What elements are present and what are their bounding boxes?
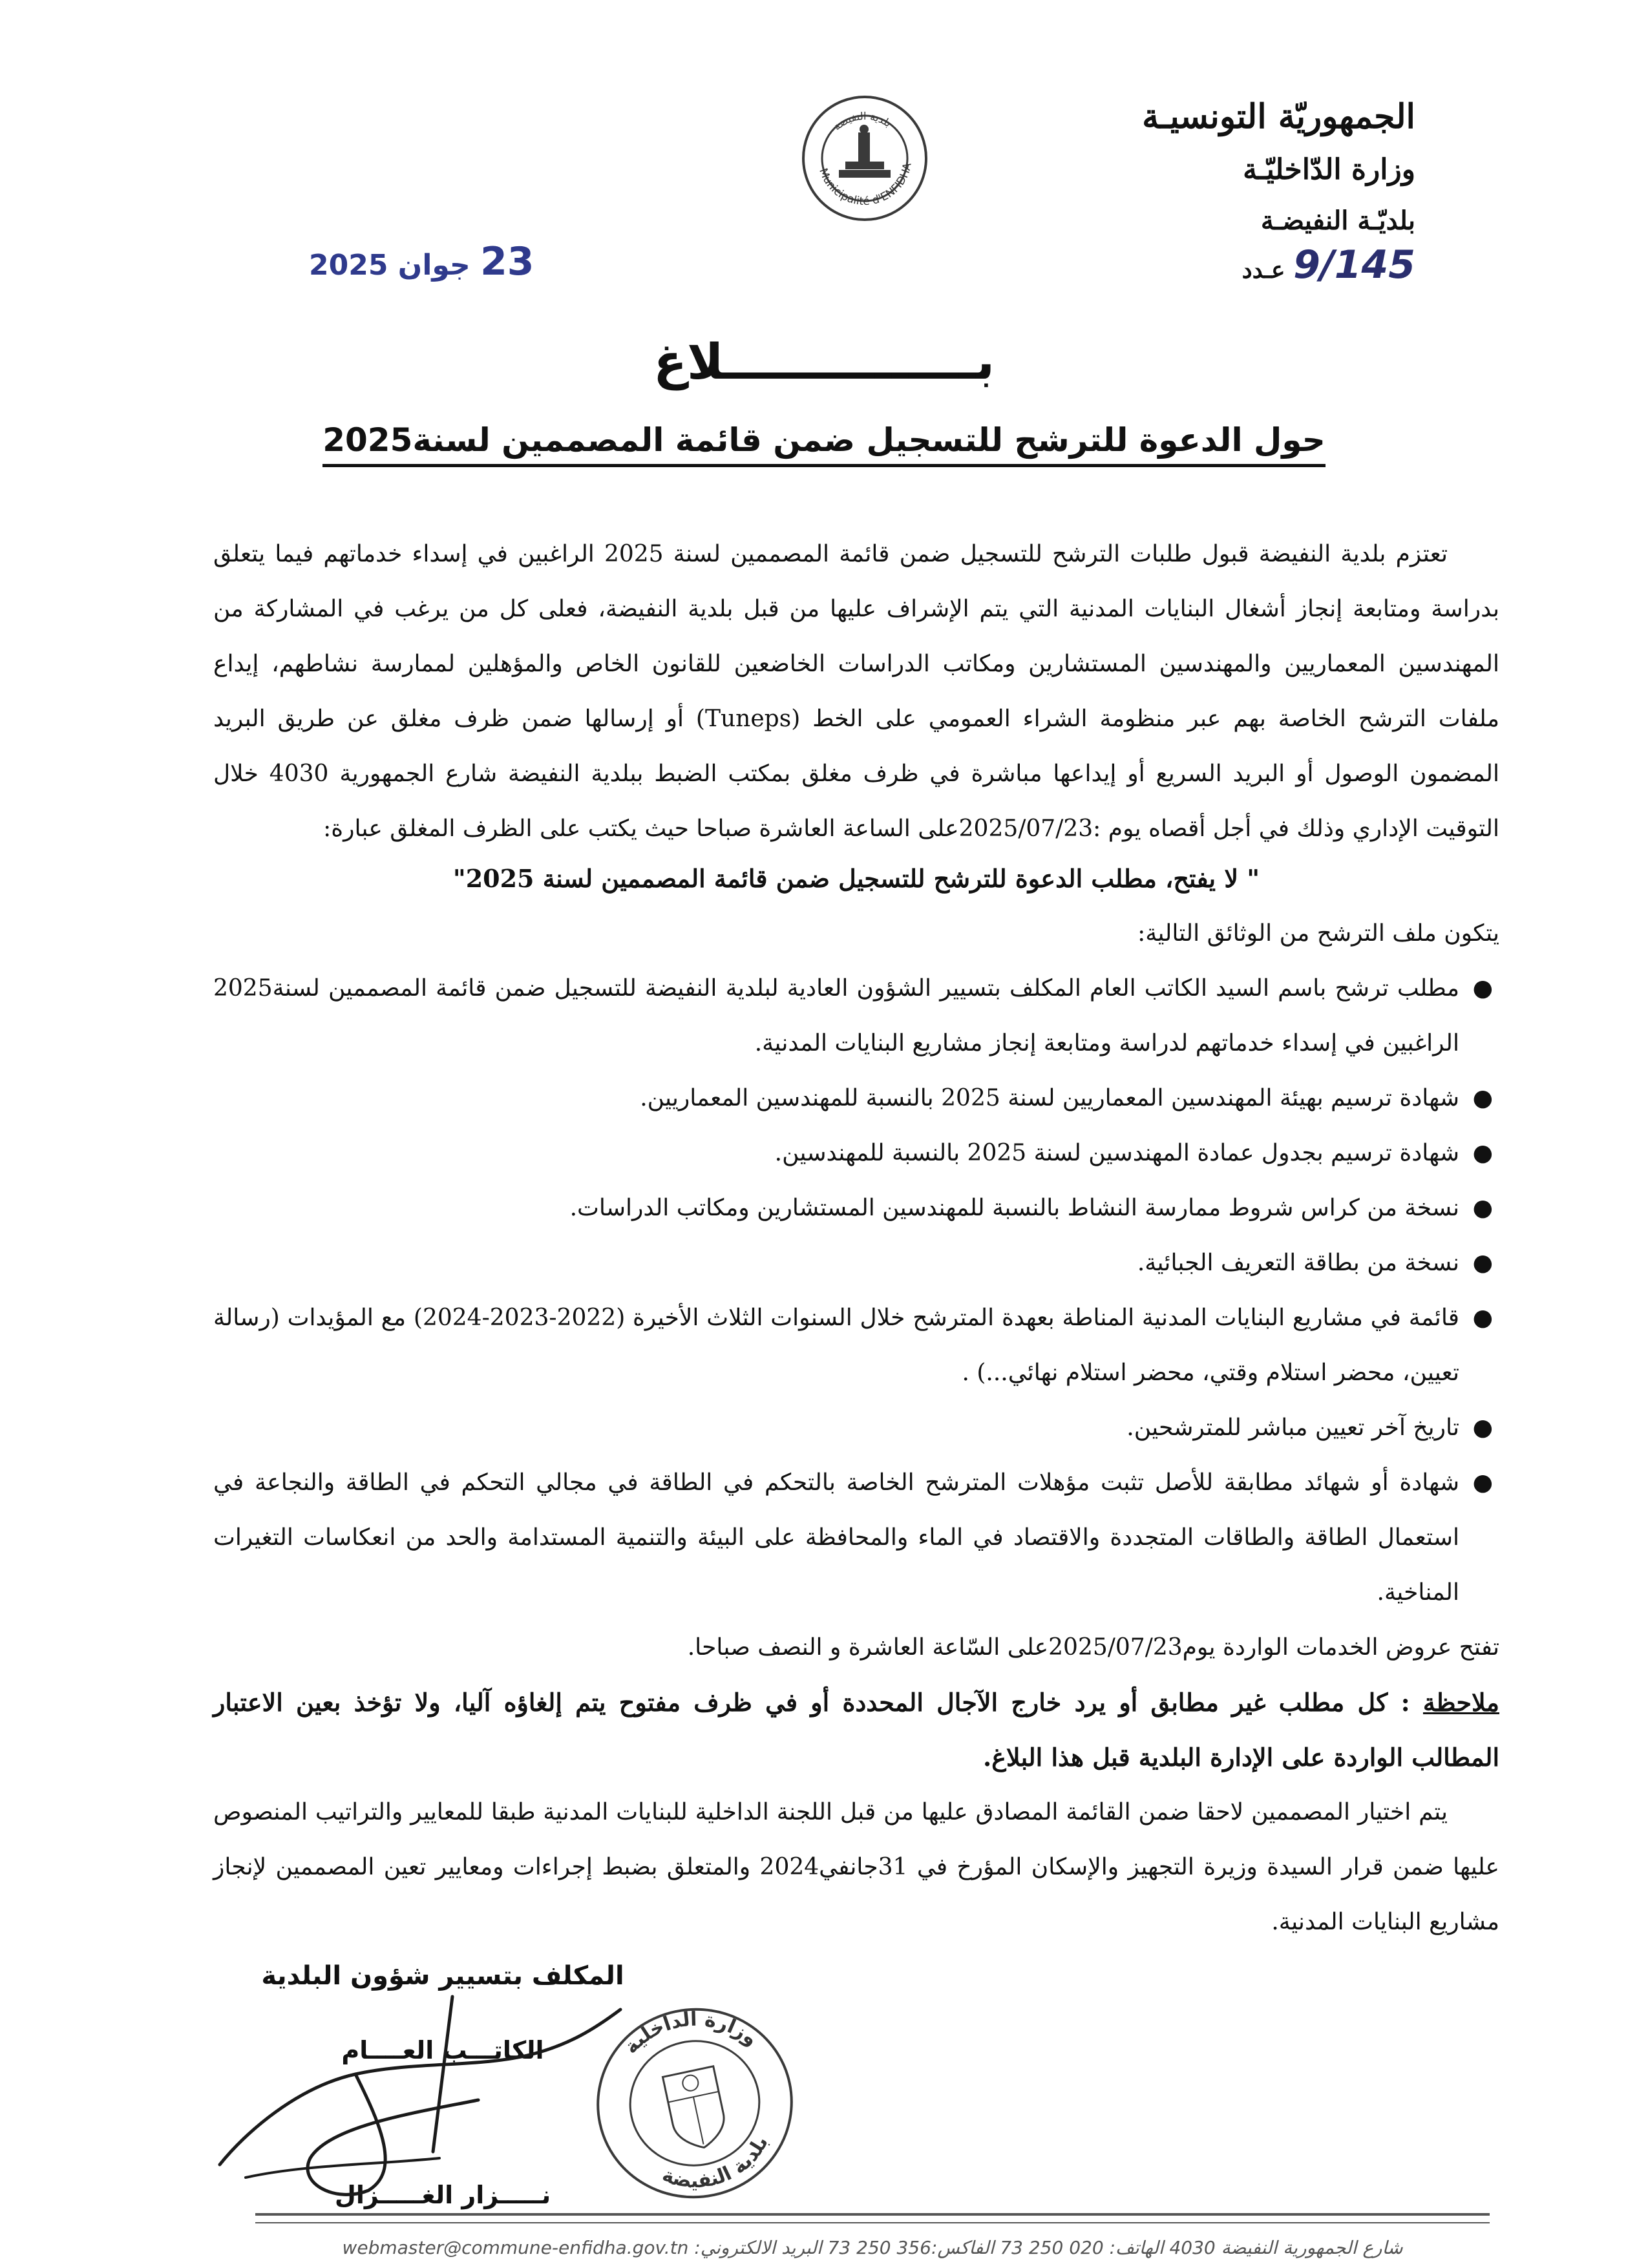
opening-paragraph: تفتح عروض الخدمات الواردة يوم2025/07/23على السّاعة العاشرة و النصف صباحا. [687,1634,1499,1661]
document-title: بـــــــــــــــلاغ [653,333,995,390]
letterhead [1028,97,1415,288]
svg-text:بلدية النفيضة [653,2129,780,2201]
bullet-icon: ● [1472,1085,1493,1111]
handwritten-signature [207,1971,646,2216]
municipality-name: بلديّـة النفيضـة [1260,205,1415,236]
bullet-icon: ● [1472,1250,1493,1276]
document-body [213,527,1499,1949]
footer-contact: شارع الجمهورية النفيضة 4030 الهاتف: 020 250 73 الفاكس:356 250 73 البريد الالكتروني: webmaster@commune-enfidha.gov.tn [342,2237,1403,2258]
selection-paragraph: يتم اختيار المصممين لاحقا ضمن القائمة المصادق عليها من قبل اللجنة الداخلية للبنايات المدنية طبقا للمعايير والتراتيب المنصوص عليها ضمن قرار السيدة وزيرة التجهيز والإسكان المؤرخ في 31جانفي2024 والمتعلق بضبط إجراءات ومعايير تعين المصممين لإنجاز مشاريع البنايات المدنية. [213,1799,1499,1935]
signatory-name: نـــــزار الغـــــزال [334,2181,551,2209]
list-item [213,1235,1499,1290]
footer-divider [255,2213,1490,2223]
list-item-text: مطلب ترشح باسم السيد الكاتب العام المكلف بتسيير الشؤون العادية لبلدية النفيضة للتسجيل ضمن قائمة المصممين لسنة2025 الراغبين في إسداء خدماتهم لدراسة ومتابعة إنجاز مشاريع البنايات المدنية. [213,975,1459,1056]
list-item-text: نسخة من كراس شروط ممارسة النشاط بالنسبة للمهندسين المستشارين ومكاتب الدراسات. [569,1195,1459,1221]
republic-name: الجمهوريّة التونسيـة [1142,97,1415,136]
signatory-title: الكاتـــب العــــام [341,2036,544,2064]
date-stamp [309,239,534,284]
note-paragraph [213,1675,1499,1785]
list-item-text: قائمة في مشاريع البنايات المدنية المناطة بعهدة المترشح خلال السنوات الثلاث الأخيرة (2022-2023-2024) مع المؤيدات (رسالة تعيين، محضر استلام وقتي، محضر استلام نهائي...) . [213,1305,1460,1386]
note-label: ملاحظة [1422,1688,1499,1717]
document-subtitle-text: حول الدعوة للترشح للتسجيل ضمن قائمة المصممين لسنة2025 [322,421,1326,467]
list-item [213,1181,1499,1235]
seal-bottom-top-text: وزارة الداخلية [620,2008,763,2059]
bullet-icon: ● [1472,1305,1493,1331]
ministry-name: وزارة الدّاخليّـة [1243,153,1415,186]
bullet-icon: ● [1472,1469,1493,1496]
document-subtitle [0,421,1648,459]
reference-number-label: عـدد [1241,257,1285,284]
list-item [213,1400,1499,1455]
list-item-text: شهادة ترسيم بهيئة المهندسين المعماريين لسنة 2025 بالنسبة للمهندسين المعماريين. [640,1085,1459,1111]
list-item [213,1290,1499,1400]
bullet-icon: ● [1472,1414,1493,1441]
list-item [213,1455,1499,1620]
list-item-text: تاريخ آخر تعيين مباشر للمترشحين. [1126,1414,1459,1441]
seal-top-arabic: بلدية النفيضة [830,109,894,133]
list-item-text: نسخة من بطاقة التعريف الجبائية. [1137,1250,1459,1276]
svg-text:وزارة الداخلية [616,2000,765,2076]
list-item [213,961,1499,1071]
required-documents-list [213,961,1499,1620]
municipal-seal-icon [800,94,929,223]
reference-number-value: 9/145 [1293,242,1415,288]
envelope-mention: " لا يفتح، مطلب الدعوة للترشح للتسجيل ضمن قائمة المصممين لسنة 2025" [452,864,1260,893]
date-day: 23 [480,239,534,284]
date-month: جوان [397,249,470,282]
signatory-role: المكلف بتسيير شؤون البلدية [261,1961,624,1991]
date-year: 2025 [309,249,388,282]
list-item [213,1071,1499,1126]
intro-paragraph: تعتزم بلدية النفيضة قبول طلبات الترشح للتسجيل ضمن قائمة المصممين لسنة 2025 الراغبين في إسداء خدماتهم فيما يتعلق بدراسة ومتابعة إنجاز أشغال البنايات المدنية التي يتم الإشراف عليها من قبل بلدية النفيضة، فعلى كل من يرغب في المشاركة من المهندسين المعماريين والمهندسين المستشارين ومكاتب الدراسات الخاضعين للقانون الخاص والمؤهلين لممارسة نشاطهم، إيداع ملفات الترشح الخاصة بهم عبر منظومة الشراء العمومي على الخط (Tuneps) أو إرسالها ضمن ظرف مغلق عن طريق البريد المضمون الوصول أو البريد السريع أو إيداعها مباشرة في ظرف مغلق بمكتب الضبط ببلدية النفيضة شارع الجمهورية 4030 خلال التوقيت الإداري وذلك في أجل أقصاه يوم :2025/07/23على الساعة العاشرة صباحا حيث يكتب على الظرف المغلق عبارة: [213,541,1499,842]
bullet-icon: ● [1472,1140,1493,1166]
list-item-text: شهادة ترسيم بجدول عمادة المهندسين لسنة 2025 بالنسبة للمهندسين. [774,1140,1459,1166]
official-seal-icon [588,2000,801,2207]
list-item-text: شهادة أو شهائد مطابقة للأصل تثبت مؤهلات المترشح الخاصة بالتحكم في الطاقة في مجالي التحكم في الطاقة والنجاعة في استعمال الطاقة والطاقات المتجددة والاقتصاد في الماء والمحافظة على البيئة والتنمية المستدامة والحد من انعكاسات التغيرات المناخية. [213,1469,1459,1606]
reference-number [1028,242,1415,288]
bullet-icon: ● [1472,1195,1493,1221]
seal-top-text: Municipalité d'ENFIDHA [816,162,914,209]
note-text: : كل مطلب غير مطابق أو يرد خارج الآجال المحددة أو في ظرف مفتوح يتم إلغاؤه آليا، ولا تؤخذ بعين الاعتبار المطالب الواردة على الإدارة البلدية قبل هذا البلاغ. [213,1688,1499,1772]
seal-bottom-bottom-text: بلدية النفيضة [659,2132,773,2193]
bullet-icon: ● [1472,975,1493,1002]
list-intro: يتكون ملف الترشح من الوثائق التالية: [1137,920,1499,947]
list-item [213,1126,1499,1181]
